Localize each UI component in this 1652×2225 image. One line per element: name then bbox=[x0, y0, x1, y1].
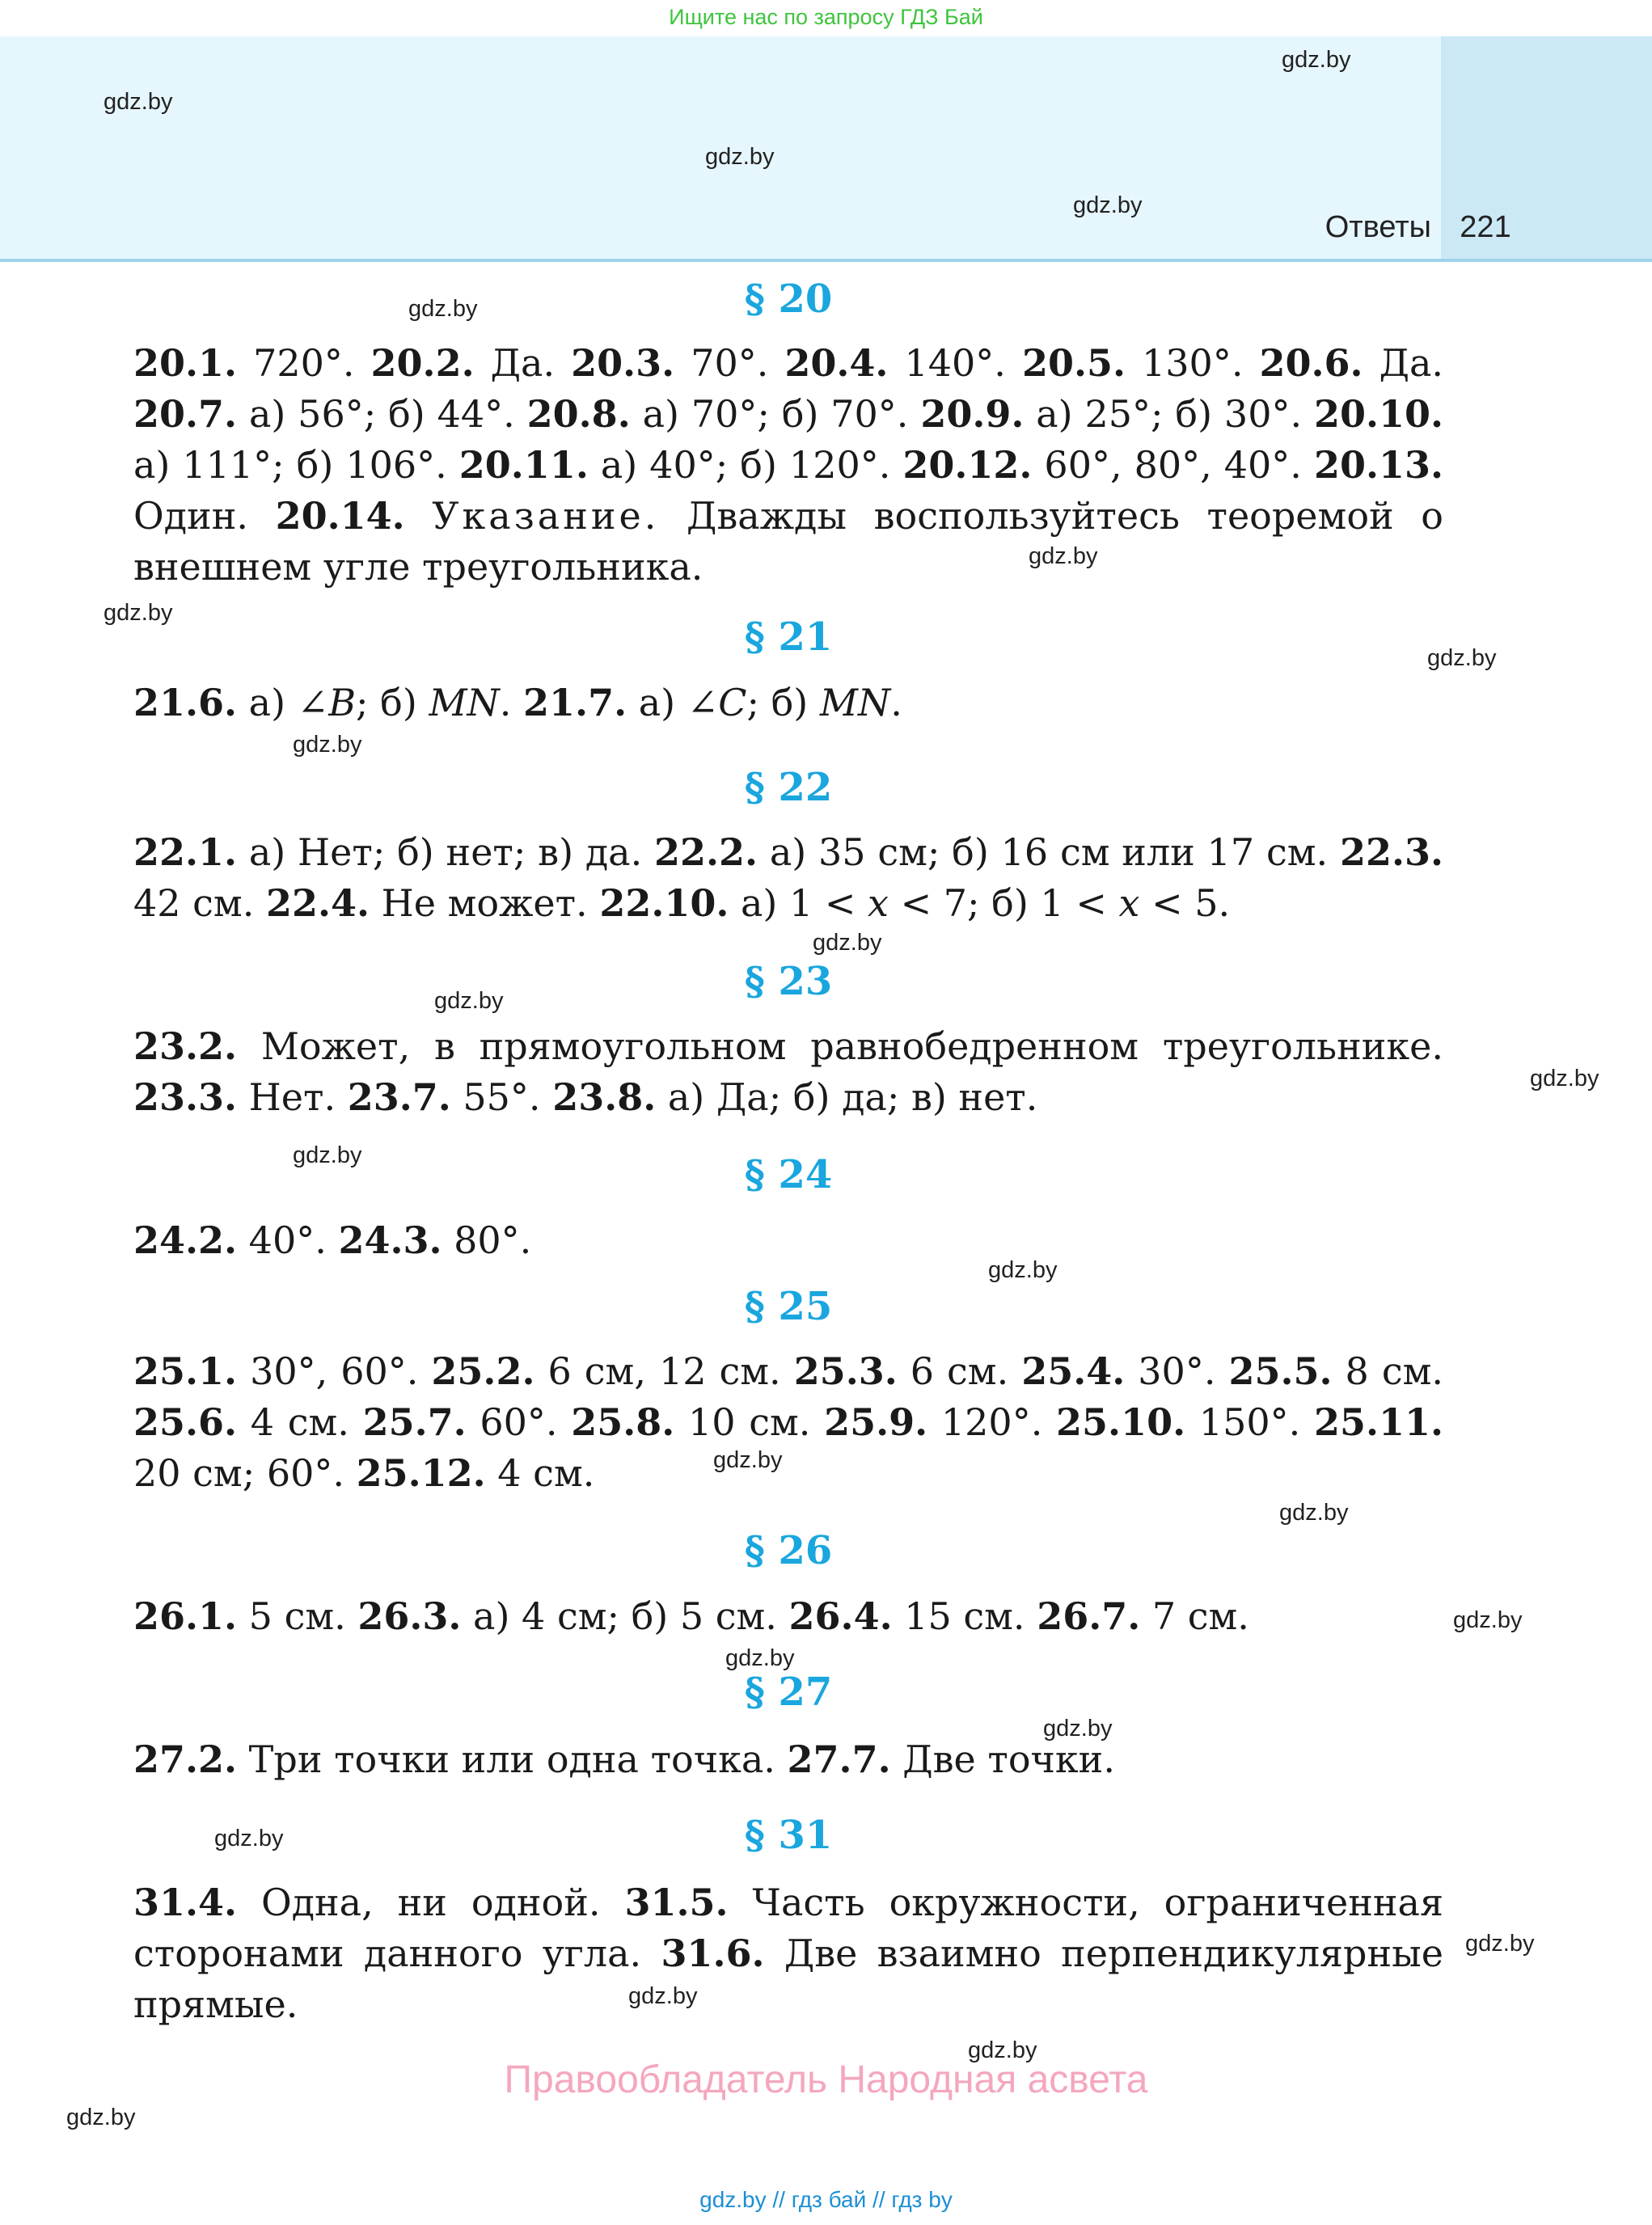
answers-paragraph: 23.2. Может, в прямоугольном равнобедренном треугольнике. 23.3. Нет. 23.7. 55°. 23.8. а) Да; б) да; в) нет. bbox=[133, 1024, 1443, 1119]
watermark: gdz.by bbox=[1453, 1607, 1523, 1633]
answer-number: 23.7. bbox=[347, 1075, 451, 1119]
answer-number: 20.9. bbox=[920, 392, 1025, 436]
answer-number: 22.10. bbox=[599, 881, 729, 925]
answer-number: 20.14. bbox=[275, 494, 405, 538]
answer-number: 21.7. bbox=[523, 681, 627, 724]
watermark: gdz.by bbox=[408, 296, 478, 322]
answer-number: 20.7. bbox=[133, 392, 238, 436]
answer-number: 31.5. bbox=[624, 1881, 729, 1924]
math-symbol: x bbox=[1118, 881, 1140, 925]
answer-number: 20.6. bbox=[1259, 341, 1363, 385]
answer-number: 20.5. bbox=[1021, 341, 1126, 385]
watermark: gdz.by bbox=[1530, 1066, 1599, 1091]
math-symbol: MN bbox=[819, 681, 891, 724]
watermark: gdz.by bbox=[293, 1142, 362, 1168]
watermark: gdz.by bbox=[1282, 47, 1351, 73]
answer-number: 24.3. bbox=[338, 1218, 442, 1262]
answer-number: 24.2. bbox=[133, 1218, 238, 1262]
watermark: gdz.by bbox=[214, 1826, 284, 1851]
answer-number: 20.1. bbox=[133, 341, 238, 385]
section-heading: § 22 bbox=[744, 765, 833, 810]
answer-number: 23.2. bbox=[133, 1024, 238, 1068]
answer-number: 26.7. bbox=[1037, 1594, 1141, 1638]
section-heading: § 24 bbox=[744, 1152, 833, 1197]
section-heading: § 23 bbox=[744, 959, 833, 1004]
watermark: gdz.by bbox=[104, 89, 173, 115]
answer-number: 22.2. bbox=[653, 830, 758, 874]
answer-number: 23.8. bbox=[552, 1075, 657, 1119]
answers-paragraph: 22.1. а) Нет; б) нет; в) да. 22.2. а) 35 см; б) 16 см или 17 см. 22.3. 42 см. 22.4. Не может. 22.10. а) 1 < x < 7; б) 1 < x < 5. bbox=[133, 830, 1443, 925]
section-heading: § 31 bbox=[744, 1813, 833, 1858]
answers-paragraph: 27.2. Три точки или одна точка. 27.7. Две точки. bbox=[133, 1737, 1115, 1781]
answers-paragraph: 25.1. 30°, 60°. 25.2. 6 см, 12 см. 25.3. 6 см. 25.4. 30°. 25.5. 8 см. 25.6. 4 см. 25.7. 60°. 25.8. 10 см. 25.9. 120°. 25.10. 150°. 25.11. 20 см; 60°. 25.12. 4 см. bbox=[133, 1349, 1443, 1495]
section-heading: § 25 bbox=[744, 1284, 833, 1329]
answer-number: 25.5. bbox=[1228, 1349, 1333, 1393]
math-symbol: C bbox=[718, 681, 747, 724]
watermark: gdz.by bbox=[434, 988, 504, 1014]
answer-number: 31.6. bbox=[661, 1932, 765, 1975]
footer-links: gdz.by // гдз бай // гдз by bbox=[699, 2187, 953, 2212]
page-number: 221 bbox=[1460, 210, 1511, 244]
watermark: gdz.by bbox=[66, 2105, 136, 2130]
answer-number: 25.4. bbox=[1021, 1349, 1126, 1393]
answer-number: 26.1. bbox=[133, 1594, 238, 1638]
answer-number: 26.4. bbox=[788, 1594, 893, 1638]
answer-number: 25.12. bbox=[356, 1451, 486, 1495]
answers-paragraph: 31.4. Одна, ни одной. 31.5. Часть окружности, ограниченная сторонами данного угла. 31.6. Две взаимно перпендикулярные прямые. bbox=[133, 1881, 1444, 2026]
top-banner: Ищите нас по запросу ГДЗ Бай bbox=[669, 5, 983, 29]
answer-number: 22.1. bbox=[133, 830, 238, 874]
answer-number: 20.13. bbox=[1313, 443, 1443, 487]
answer-number: 31.4. bbox=[133, 1881, 238, 1924]
watermark: gdz.by bbox=[104, 600, 173, 626]
answer-number: 20.2. bbox=[370, 341, 475, 385]
answer-number: 20.4. bbox=[784, 341, 889, 385]
answer-number: 25.7. bbox=[362, 1400, 467, 1444]
math-symbol: MN bbox=[429, 681, 500, 724]
answer-number: 25.10. bbox=[1056, 1400, 1186, 1444]
answer-number: 20.10. bbox=[1313, 392, 1444, 436]
answer-number: 25.11. bbox=[1313, 1400, 1443, 1444]
answers-paragraph: 24.2. 40°. 24.3. 80°. bbox=[133, 1218, 532, 1262]
watermark: gdz.by bbox=[988, 1257, 1058, 1283]
answer-number: 26.3. bbox=[357, 1594, 462, 1638]
answer-number: 25.3. bbox=[793, 1349, 898, 1393]
answer-number: 25.1. bbox=[133, 1349, 238, 1393]
answer-number: 20.11. bbox=[458, 443, 589, 487]
watermark: gdz.by bbox=[1427, 645, 1497, 671]
answer-number: 25.2. bbox=[431, 1349, 535, 1393]
answer-number: 20.3. bbox=[571, 341, 675, 385]
answer-number: 25.8. bbox=[571, 1400, 675, 1444]
math-symbol: x bbox=[868, 881, 889, 925]
section-heading: § 27 bbox=[744, 1670, 833, 1715]
watermark: gdz.by bbox=[725, 1645, 795, 1671]
section-heading: § 21 bbox=[744, 614, 833, 660]
section-heading: § 20 bbox=[744, 277, 833, 322]
answers-paragraph: 20.1. 720°. 20.2. Да. 20.3. 70°. 20.4. 140°. 20.5. 130°. 20.6. Да. 20.7. а) 56°; б) 44°. 20.8. а) 70°; б) 70°. 20.9. а) 25°; б) 30°. 20.10. а) 111°; б) 106°. 20.11. а) 40°; б) 120°. 20.12. 60°, 80°, 40°. 20.13. Один. 20.14. Указание. Дважды воспользуйтесь теоремой о внешнем угле треугольника. bbox=[133, 341, 1444, 589]
answer-number: 25.6. bbox=[133, 1400, 238, 1444]
answer-number: 27.2. bbox=[133, 1737, 238, 1781]
watermark: gdz.by bbox=[713, 1447, 783, 1473]
answer-number: 22.4. bbox=[265, 881, 370, 925]
watermark: gdz.by bbox=[705, 144, 775, 170]
watermark: gdz.by bbox=[968, 2037, 1037, 2063]
watermark: gdz.by bbox=[1465, 1931, 1535, 1957]
watermark: gdz.by bbox=[813, 930, 882, 956]
watermark: gdz.by bbox=[1279, 1500, 1349, 1526]
answers-paragraph: 26.1. 5 см. 26.3. а) 4 см; б) 5 см. 26.4. 15 см. 26.7. 7 см. bbox=[133, 1594, 1249, 1638]
answer-number: 20.8. bbox=[526, 392, 631, 436]
watermark: gdz.by bbox=[293, 732, 362, 758]
answer-number: 27.7. bbox=[787, 1737, 891, 1781]
copyright-notice: Правообладатель Народная асвета bbox=[504, 2058, 1148, 2101]
math-symbol: B bbox=[328, 681, 357, 724]
hint-label: Указание. bbox=[432, 494, 660, 538]
watermark: gdz.by bbox=[1073, 192, 1143, 218]
watermark: gdz.by bbox=[1043, 1716, 1113, 1742]
answer-number: 21.6. bbox=[133, 681, 238, 724]
section-label: Ответы bbox=[1325, 210, 1431, 244]
answer-number: 20.12. bbox=[902, 443, 1033, 487]
watermark: gdz.by bbox=[1029, 543, 1098, 569]
answer-number: 23.3. bbox=[133, 1075, 238, 1119]
answer-number: 25.9. bbox=[824, 1400, 928, 1444]
answers-paragraph: 21.6. а) ∠B; б) MN. 21.7. а) ∠C; б) MN. bbox=[133, 681, 902, 724]
answer-number: 22.3. bbox=[1339, 830, 1443, 874]
watermark: gdz.by bbox=[628, 1983, 698, 2009]
section-heading: § 26 bbox=[744, 1528, 833, 1573]
